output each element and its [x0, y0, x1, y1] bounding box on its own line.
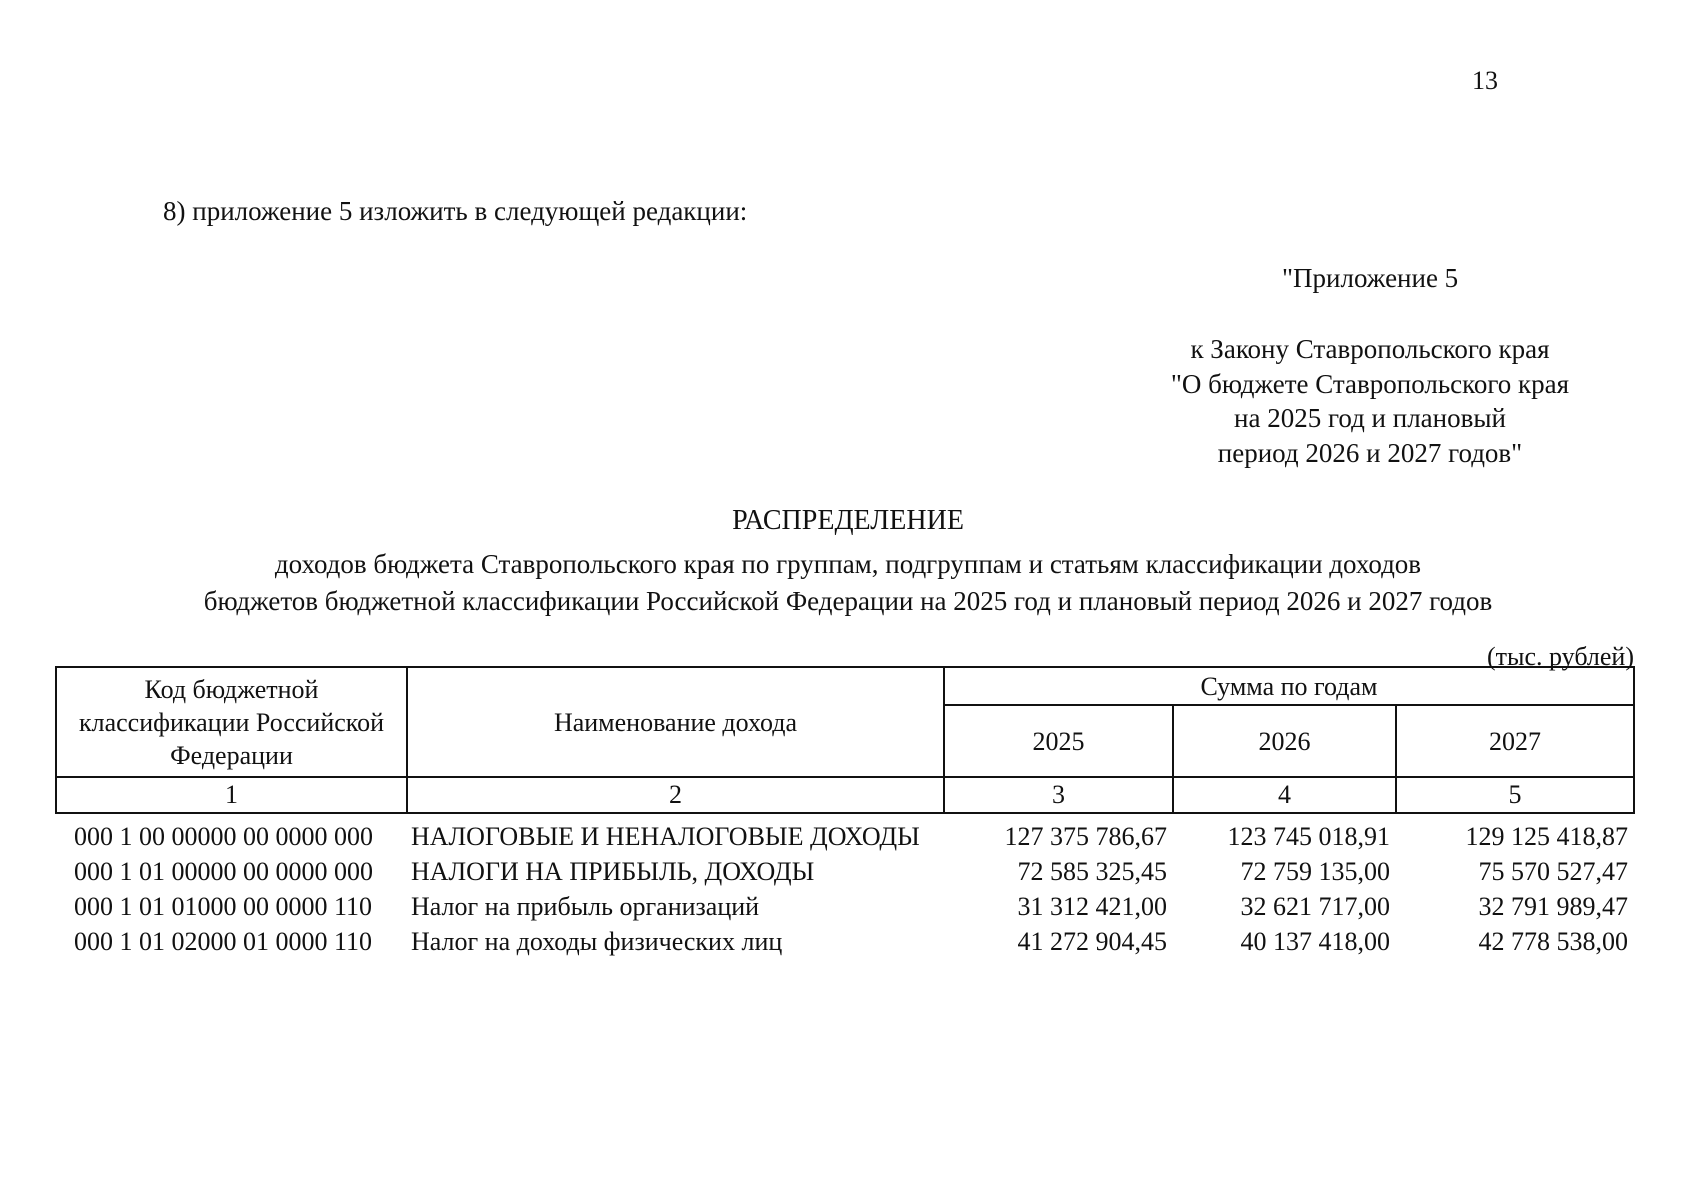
- page-number: 13: [1472, 66, 1498, 95]
- appendix-title: "Приложение 5: [1282, 263, 1459, 293]
- row-value-2027: 75 570 527,47: [1478, 857, 1628, 886]
- document-subtitle-line: доходов бюджета Ставропольского края по группам, подгруппам и статьям классификации доходов: [274, 549, 1422, 579]
- row-value-2026: 40 137 418,00: [1240, 927, 1390, 956]
- revenue-distribution-table: [55, 666, 1635, 958]
- row-code: 000 1 01 02000 01 0000 110: [74, 927, 373, 956]
- row-name: Налог на доходы физических лиц: [411, 927, 783, 956]
- document-title: РАСПРЕДЕЛЕНИЕ: [732, 505, 964, 536]
- row-value-2025: 31 312 421,00: [1017, 892, 1167, 921]
- document-subtitle: [0, 546, 1696, 620]
- column-number: 2: [407, 777, 944, 813]
- row-value-2026: 32 621 717,00: [1240, 892, 1390, 921]
- row-value-2025: 41 272 904,45: [1017, 927, 1167, 956]
- row-value-2025: 127 375 786,67: [1004, 822, 1167, 851]
- law-reference: [1140, 332, 1600, 470]
- row-name: НАЛОГОВЫЕ И НЕНАЛОГОВЫЕ ДОХОДЫ: [411, 822, 920, 851]
- law-reference-line: "О бюджете Ставропольского края: [1170, 368, 1570, 399]
- table-row: [56, 923, 1634, 958]
- table-row: [56, 813, 1634, 853]
- table-row: [56, 888, 1634, 923]
- document-subtitle-line: бюджетов бюджетной классификации Российской Федерации на 2025 год и плановый период 2026 и 2027 годов: [203, 586, 1493, 616]
- column-number: 3: [944, 777, 1173, 813]
- row-code: 000 1 00 00000 00 0000 000: [74, 822, 373, 851]
- row-name: НАЛОГИ НА ПРИБЫЛЬ, ДОХОДЫ: [411, 857, 815, 886]
- header-year-2025: 2025: [944, 705, 1173, 777]
- amendment-instruction: 8) приложение 5 изложить в следующей редакции:: [163, 196, 748, 226]
- header-sum-by-years: Сумма по годам: [944, 667, 1634, 705]
- row-value-2027: 42 778 538,00: [1478, 927, 1628, 956]
- column-number: 4: [1173, 777, 1396, 813]
- row-name: Налог на прибыль организаций: [411, 892, 760, 921]
- header-code: Код бюджетной классификации Российской Федерации: [56, 667, 407, 777]
- row-code: 000 1 01 01000 00 0000 110: [74, 892, 373, 921]
- header-year-2027: 2027: [1396, 705, 1634, 777]
- law-reference-line: период 2026 и 2027 годов": [1217, 437, 1523, 468]
- table-row: [56, 853, 1634, 888]
- column-number: 1: [56, 777, 407, 813]
- row-code: 000 1 01 00000 00 0000 000: [74, 857, 373, 886]
- row-value-2025: 72 585 325,45: [1017, 857, 1167, 886]
- law-reference-line: к Закону Ставропольского края: [1190, 334, 1550, 364]
- law-reference-line: на 2025 год и плановый: [1234, 403, 1506, 433]
- header-year-2026: 2026: [1173, 705, 1396, 777]
- row-value-2026: 123 745 018,91: [1227, 822, 1390, 851]
- row-value-2026: 72 759 135,00: [1240, 857, 1390, 886]
- row-value-2027: 129 125 418,87: [1465, 822, 1628, 851]
- units-label: (тыс. рублей): [1486, 642, 1634, 671]
- row-value-2027: 32 791 989,47: [1478, 892, 1628, 921]
- column-number: 5: [1396, 777, 1634, 813]
- header-name: Наименование дохода: [407, 667, 944, 777]
